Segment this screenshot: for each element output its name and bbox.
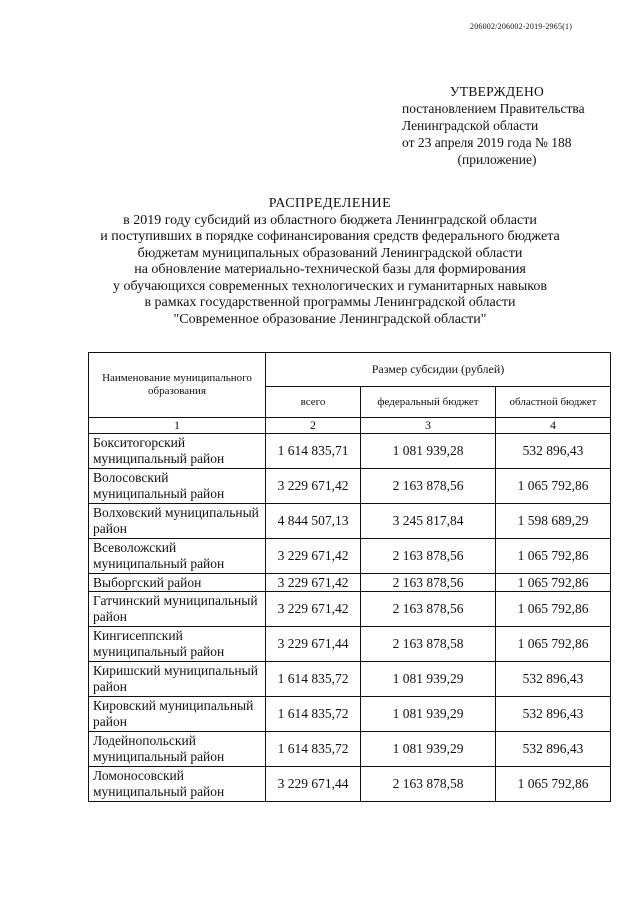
title-line: в рамках государственной программы Ленинградской области xyxy=(144,295,516,310)
federal-value: 1 081 939,29 xyxy=(361,662,496,697)
table-row xyxy=(89,469,611,504)
header-subsidy-size: Размер субсидии (рублей) xyxy=(266,353,611,387)
column-index: 1 xyxy=(89,418,266,434)
regional-value: 532 896,43 xyxy=(496,662,611,697)
total-value: 3 229 671,44 xyxy=(266,767,361,802)
header-federal: федеральный бюджет xyxy=(361,387,496,418)
municipality-name: Кировский муниципальный район xyxy=(89,697,266,732)
total-value: 3 229 671,42 xyxy=(266,469,361,504)
federal-value: 2 163 878,56 xyxy=(361,469,496,504)
title-line: в 2019 году субсидий из областного бюджета Ленинградской области xyxy=(123,212,537,228)
regional-value: 1 065 792,86 xyxy=(496,574,611,592)
federal-value: 2 163 878,56 xyxy=(361,539,496,574)
total-value: 3 229 671,44 xyxy=(266,627,361,662)
approval-heading: УТВЕРЖДЕНО xyxy=(449,84,545,99)
title-line: и поступивших в порядке софинансирования средств федерального бюджета xyxy=(100,229,560,244)
column-index: 4 xyxy=(496,418,611,434)
approval-line: (приложение) xyxy=(457,152,537,167)
title-line: у обучающихся современных технологических и гуманитарных навыков xyxy=(113,278,547,294)
document-id: 206002/206002-2019-2965(1) xyxy=(470,22,573,31)
approval-line: от 23 апреля 2019 года № 188 xyxy=(402,135,572,150)
total-value: 3 229 671,42 xyxy=(266,574,361,592)
regional-value: 1 065 792,86 xyxy=(496,627,611,662)
title-line: бюджетам муниципальных образований Ленинградской области xyxy=(137,245,523,261)
regional-value: 1 065 792,86 xyxy=(496,767,611,802)
table-row xyxy=(89,662,611,697)
table-row xyxy=(89,504,611,539)
municipality-name: Лодейнопольский муниципальный район xyxy=(89,732,266,767)
federal-value: 1 081 939,29 xyxy=(361,697,496,732)
total-value: 1 614 835,72 xyxy=(266,697,361,732)
header-municipality: Наименование муниципального образования xyxy=(89,353,266,418)
regional-value: 1 598 689,29 xyxy=(496,504,611,539)
approval-line: Ленинградской области xyxy=(402,118,539,133)
total-value: 3 229 671,42 xyxy=(266,539,361,574)
approval-line: постановлением Правительства xyxy=(402,101,585,116)
municipality-name: Гатчинский муниципальный район xyxy=(89,592,266,627)
title-line: на обновление материально-технической базы для формирования xyxy=(134,262,526,277)
column-index-row xyxy=(89,418,611,434)
regional-value: 1 065 792,86 xyxy=(496,539,611,574)
municipality-name: Волховский муниципальный район xyxy=(89,504,266,539)
column-index: 2 xyxy=(266,418,361,434)
federal-value: 3 245 817,84 xyxy=(361,504,496,539)
table-row xyxy=(89,627,611,662)
header-total: всего xyxy=(266,387,361,418)
total-value: 4 844 507,13 xyxy=(266,504,361,539)
municipality-name: Кингисеппский муниципальный район xyxy=(89,627,266,662)
total-value: 3 229 671,42 xyxy=(266,592,361,627)
regional-value: 1 065 792,86 xyxy=(496,592,611,627)
table-row xyxy=(89,732,611,767)
federal-value: 2 163 878,56 xyxy=(361,592,496,627)
total-value: 1 614 835,72 xyxy=(266,662,361,697)
table-row xyxy=(89,539,611,574)
federal-value: 1 081 939,28 xyxy=(361,434,496,469)
title-line: "Современное образование Ленинградской области" xyxy=(173,311,487,327)
document-title xyxy=(60,196,600,328)
municipality-name: Волосовский муниципальный район xyxy=(89,469,266,504)
table-row xyxy=(89,697,611,732)
total-value: 1 614 835,72 xyxy=(266,732,361,767)
table-row xyxy=(89,592,611,627)
regional-value: 532 896,43 xyxy=(496,434,611,469)
federal-value: 2 163 878,58 xyxy=(361,627,496,662)
municipality-name: Выборгский район xyxy=(89,574,266,592)
column-index: 3 xyxy=(361,418,496,434)
federal-value: 2 163 878,56 xyxy=(361,574,496,592)
table-row xyxy=(89,434,611,469)
title-heading: РАСПРЕДЕЛЕНИЕ xyxy=(268,196,392,211)
regional-value: 532 896,43 xyxy=(496,732,611,767)
regional-value: 532 896,43 xyxy=(496,697,611,732)
subsidy-table xyxy=(88,352,611,802)
municipality-name: Всеволожский муниципальный район xyxy=(89,539,266,574)
federal-value: 1 081 939,29 xyxy=(361,732,496,767)
table-row xyxy=(89,574,611,592)
table-row xyxy=(89,767,611,802)
municipality-name: Бокситогорский муниципальный район xyxy=(89,434,266,469)
regional-value: 1 065 792,86 xyxy=(496,469,611,504)
header-regional: областной бюджет xyxy=(496,387,611,418)
total-value: 1 614 835,71 xyxy=(266,434,361,469)
federal-value: 2 163 878,58 xyxy=(361,767,496,802)
municipality-name: Киришский муниципальный район xyxy=(89,662,266,697)
approval-block xyxy=(402,83,617,168)
municipality-name: Ломоносовский муниципальный район xyxy=(89,767,266,802)
